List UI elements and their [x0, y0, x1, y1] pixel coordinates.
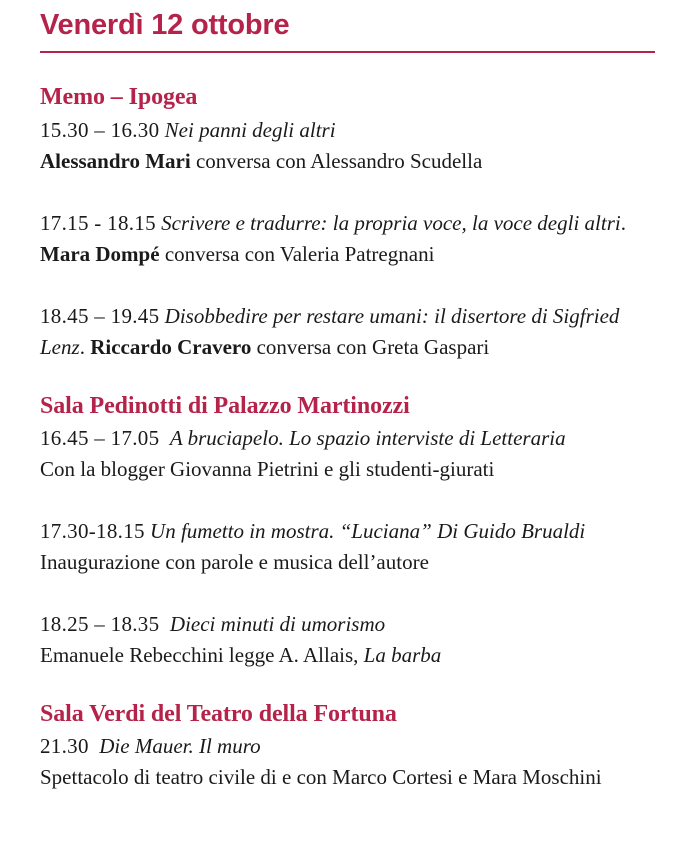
event-description: conversa con Greta Gaspari	[251, 334, 490, 359]
event-line	[40, 516, 655, 547]
event-item	[40, 301, 655, 363]
event-item	[40, 208, 655, 270]
event-description-title: La barba	[363, 642, 442, 667]
event-title: Scrivere e tradurre: la propria voce, la voce degli altri	[161, 210, 621, 235]
event-line	[40, 301, 655, 363]
event-item	[40, 609, 655, 671]
event-line	[40, 547, 655, 578]
venue-section	[40, 392, 655, 671]
event-line	[40, 454, 655, 485]
venue-section	[40, 700, 655, 793]
venue-section	[40, 83, 655, 362]
event-title-suffix: .	[620, 210, 626, 235]
event-line	[40, 115, 655, 146]
event-time: 18.25 – 18.35	[40, 611, 160, 636]
event-title: A bruciapelo. Lo spazio interviste di Letteraria	[169, 425, 566, 450]
event-title-suffix: .	[79, 334, 85, 359]
page-title: Venerdì 12 ottobre	[40, 9, 290, 41]
event-description: Con la blogger Giovanna Pietrini e gli studenti-giurati	[40, 456, 495, 481]
event-line	[40, 423, 655, 454]
event-line	[40, 609, 655, 640]
event-time: 15.30 – 16.30	[40, 117, 160, 142]
event-time: 17.30-18.15	[40, 518, 145, 543]
venue-heading: Sala Verdi del Teatro della Fortuna	[40, 700, 397, 727]
event-description: conversa con Alessandro Scudella	[190, 148, 483, 173]
event-item	[40, 516, 655, 578]
event-title: Die Mauer. Il muro	[99, 734, 261, 759]
event-line	[40, 762, 655, 793]
event-description: conversa con Valeria Patregnani	[159, 241, 435, 266]
event-person: Riccardo Cravero	[90, 334, 252, 359]
event-time: 18.45 – 19.45	[40, 303, 160, 328]
venue-heading: Sala Pedinotti di Palazzo Martinozzi	[40, 392, 410, 419]
event-item	[40, 423, 655, 485]
event-title: Dieci minuti di umorismo	[169, 611, 386, 636]
event-title: Disobbedire per restare umani: il disertore di Sigfried Lenz	[40, 303, 620, 359]
event-line	[40, 208, 655, 270]
event-person: Mara Dompé	[40, 241, 160, 266]
event-item	[40, 115, 655, 177]
event-description: Emanuele Rebecchini legge A. Allais,	[40, 642, 364, 667]
event-description: Spettacolo di teatro civile di e con Marco Cortesi e Mara Moschini	[40, 765, 602, 790]
event-time: 21.30	[40, 734, 89, 759]
venue-heading: Memo – Ipogea	[40, 84, 198, 111]
event-title: Nei panni degli altri	[164, 117, 336, 142]
event-time: 16.45 – 17.05	[40, 425, 160, 450]
event-line	[40, 731, 655, 762]
event-time: 17.15 - 18.15	[40, 210, 156, 235]
title-divider	[40, 51, 655, 53]
event-line	[40, 146, 655, 177]
event-item	[40, 731, 655, 793]
event-person: Alessandro Mari	[40, 148, 191, 173]
event-line	[40, 640, 655, 671]
event-description: Inaugurazione con parole e musica dell’autore	[40, 549, 429, 574]
event-title: Un fumetto in mostra. “Luciana” Di Guido Brualdi	[150, 518, 586, 543]
